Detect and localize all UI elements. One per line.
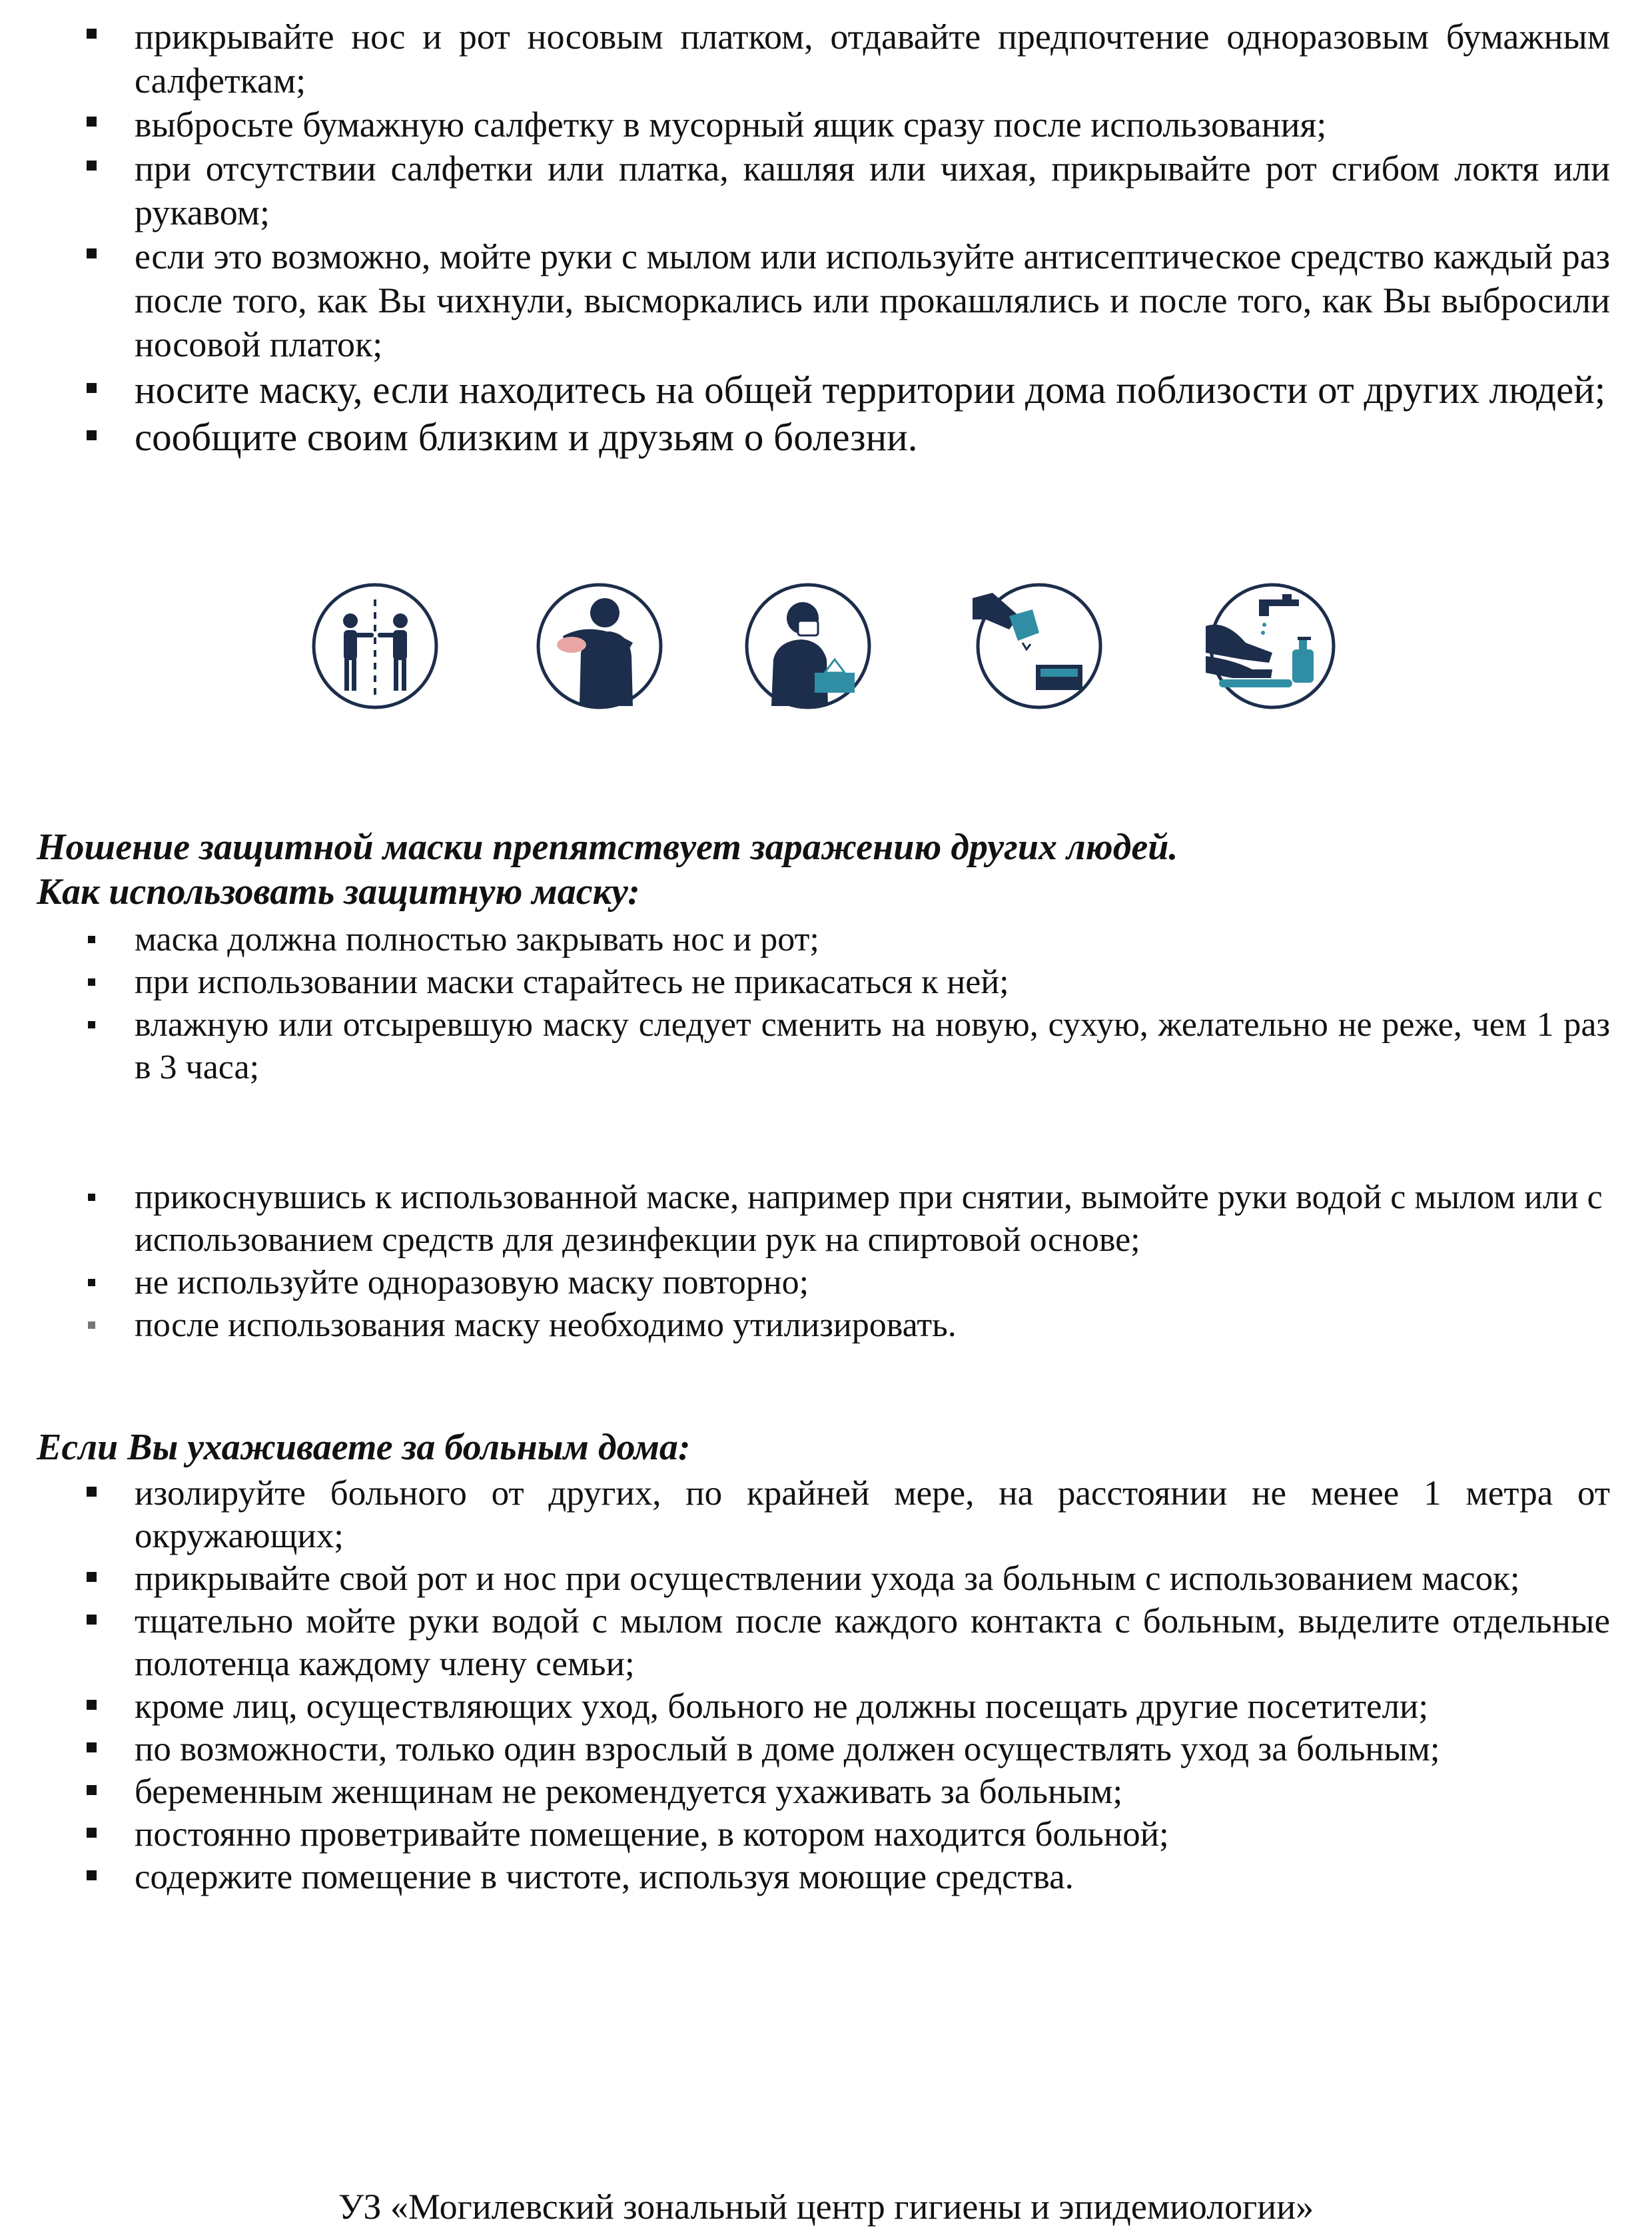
list-item: постоянно проветривайте помещение, в котором находится больной; xyxy=(0,1813,1652,1856)
mask-list-a xyxy=(0,919,1652,1089)
tissue-bin-icon xyxy=(973,579,1106,713)
list-item: прикоснувшись к использованной маске, например при снятии, вымойте руки водой с мылом или с использованием средств для дезинфекции рук на спиртовой основе; xyxy=(0,1176,1652,1262)
bullet-icon xyxy=(87,1785,97,1795)
list-item: носите маску, если находитесь на общей территории дома поблизости от других людей; xyxy=(0,366,1652,414)
list-item: при отсутствии салфетки или платка, кашляя или чихая, прикрывайте рот сгибом локтя или рукавом; xyxy=(0,147,1652,234)
bullet-icon xyxy=(87,1572,97,1582)
list-item: тщательно мойте руки водой с мылом после каждого контакта с больным, выделите отдельные полотенца каждому члену семьи; xyxy=(0,1600,1652,1685)
mask-heading: Ношение защитной маски препятствует заражению других людей. xyxy=(37,827,1178,868)
distance-icon xyxy=(308,579,442,713)
care-heading: Если Вы ухаживаете за больным дома: xyxy=(37,1427,691,1468)
bullet-icon xyxy=(87,1828,97,1838)
pictogram-row xyxy=(0,579,1652,713)
care-list xyxy=(0,1472,1652,1898)
bullet-icon xyxy=(87,248,97,258)
list-item: влажную или отсыревшую маску следует сменить на новую, сухую, желательно не реже, чем 1 раз в 3 часа; xyxy=(0,1004,1652,1089)
bullet-icon xyxy=(87,430,97,440)
list-item: если это возможно, мойте руки с мылом или используйте антисептическое средство каждый раз после того, как Вы чихнули, высморкались или прокашлялись и после того, как Вы выбросили носовой платок; xyxy=(0,234,1652,366)
bullet-icon xyxy=(88,1194,95,1201)
mask-subheading: Как использовать защитную маску: xyxy=(37,871,640,913)
bullet-icon xyxy=(87,161,97,171)
footer-organization: УЗ «Могилевский зональный центр гигиены и эпидемиологии» xyxy=(338,2187,1314,2227)
bullet-icon xyxy=(87,383,97,393)
bullet-icon xyxy=(87,29,97,39)
list-item: содержите помещение в чистоте, используя моющие средства. xyxy=(0,1856,1652,1898)
list-item: маска должна полностью закрывать нос и рот; xyxy=(0,919,1652,961)
bullet-icon xyxy=(88,936,95,943)
list-item: изолируйте больного от других, по крайней мере, на расстоянии не менее 1 метра от окружающих; xyxy=(0,1472,1652,1557)
mask-list-b xyxy=(0,1176,1652,1347)
bullet-icon xyxy=(87,1742,97,1752)
list-item: беременным женщинам не рекомендуется ухаживать за больным; xyxy=(0,1770,1652,1813)
list-item: не используйте одноразовую маску повторно; xyxy=(0,1262,1652,1304)
tissue-face-icon xyxy=(741,579,875,713)
list-item: кроме лиц, осуществляющих уход, больного не должны посещать другие посетители; xyxy=(0,1685,1652,1728)
bullet-icon xyxy=(88,1279,95,1286)
hand-wash-icon xyxy=(1206,579,1339,713)
bullet-icon xyxy=(88,1021,95,1028)
bullet-icon xyxy=(87,1870,97,1880)
top-list xyxy=(0,15,1652,461)
bullet-icon xyxy=(87,117,97,127)
list-item: после использования маску необходимо утилизировать. xyxy=(0,1304,1652,1347)
list-item: по возможности, только один взрослый в доме должен осуществлять уход за больным; xyxy=(0,1728,1652,1770)
list-item: при использовании маски старайтесь не прикасаться к ней; xyxy=(0,961,1652,1004)
list-item: прикрывайте свой рот и нос при осуществлении ухода за больным с использованием масок; xyxy=(0,1557,1652,1600)
elbow-sneeze-icon xyxy=(533,579,666,713)
list-item: прикрывайте нос и рот носовым платком, отдавайте предпочтение одноразовым бумажным салфеткам; xyxy=(0,15,1652,103)
list-item: сообщите своим близким и друзьям о болезни. xyxy=(0,414,1652,461)
list-item: выбросьте бумажную салфетку в мусорный ящик сразу после использования; xyxy=(0,103,1652,147)
bullet-icon xyxy=(88,978,95,986)
bullet-icon xyxy=(87,1700,97,1710)
bullet-icon xyxy=(88,1321,95,1329)
bullet-icon xyxy=(87,1487,97,1497)
bullet-icon xyxy=(87,1615,97,1625)
